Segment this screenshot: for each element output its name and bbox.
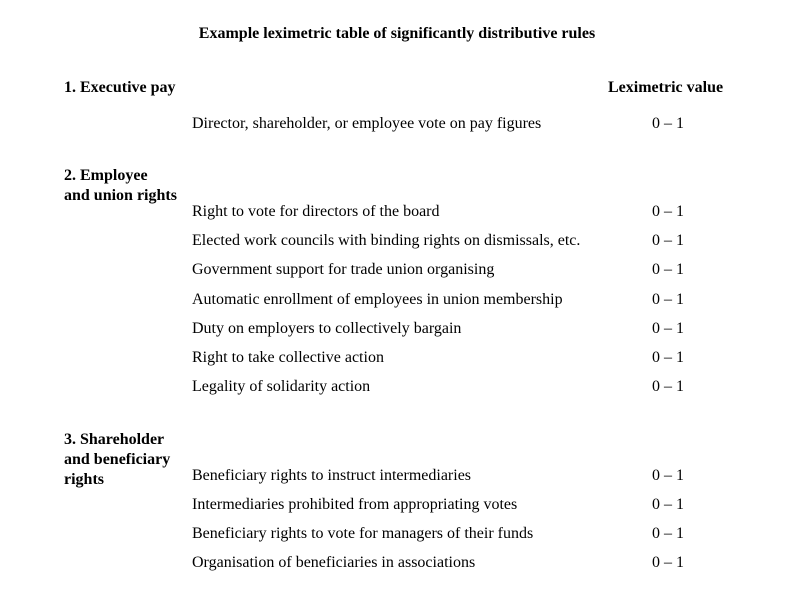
- rule-value: 0 – 1: [652, 261, 684, 278]
- rule-label: Automatic enrollment of employees in union membership: [192, 291, 563, 308]
- leximetric-value-header: Leximetric value: [608, 79, 724, 96]
- rule-value: 0 – 1: [652, 525, 684, 542]
- section-heading-line: 1. Executive pay: [64, 79, 176, 96]
- rule-value: 0 – 1: [652, 349, 684, 366]
- rule-value: 0 – 1: [652, 291, 684, 308]
- rule-label: Organisation of beneficiaries in associations: [192, 554, 476, 571]
- rule-label: Intermediaries prohibited from appropriating votes: [192, 496, 518, 513]
- rule-label: Director, shareholder, or employee vote on pay figures: [192, 115, 542, 132]
- rule-label: Duty on employers to collectively bargain: [192, 320, 462, 337]
- rule-value: 0 – 1: [652, 115, 684, 132]
- section-heading-line: 3. Shareholder: [64, 431, 165, 448]
- rule-value: 0 – 1: [652, 467, 684, 484]
- rule-value: 0 – 1: [652, 203, 684, 220]
- section-heading-line: and union rights: [64, 187, 177, 204]
- section-heading-shareholder-beneficiary-rights: [64, 430, 170, 490]
- table-title: Example leximetric table of significantly distributive rules: [198, 25, 596, 42]
- section-heading-employee-union-rights: [64, 166, 177, 206]
- rule-label: Legality of solidarity action: [192, 378, 371, 395]
- section-heading-line: and beneficiary: [64, 451, 171, 468]
- rule-label: Elected work councils with binding rights on dismissals, etc.: [192, 232, 581, 249]
- rule-label: Beneficiary rights to vote for managers of their funds: [192, 525, 534, 542]
- section-heading-executive-pay: [64, 78, 176, 98]
- rule-value: 0 – 1: [652, 320, 684, 337]
- rule-value: 0 – 1: [652, 378, 684, 395]
- rule-value: 0 – 1: [652, 554, 684, 571]
- rule-label: Government support for trade union organising: [192, 261, 495, 278]
- section-heading-line: 2. Employee: [64, 167, 148, 184]
- rule-label: Beneficiary rights to instruct intermediaries: [192, 467, 472, 484]
- rule-label: Right to vote for directors of the board: [192, 203, 440, 220]
- rule-label: Right to take collective action: [192, 349, 384, 366]
- section-heading-line: rights: [64, 471, 104, 488]
- rule-value: 0 – 1: [652, 232, 684, 249]
- rule-value: 0 – 1: [652, 496, 684, 513]
